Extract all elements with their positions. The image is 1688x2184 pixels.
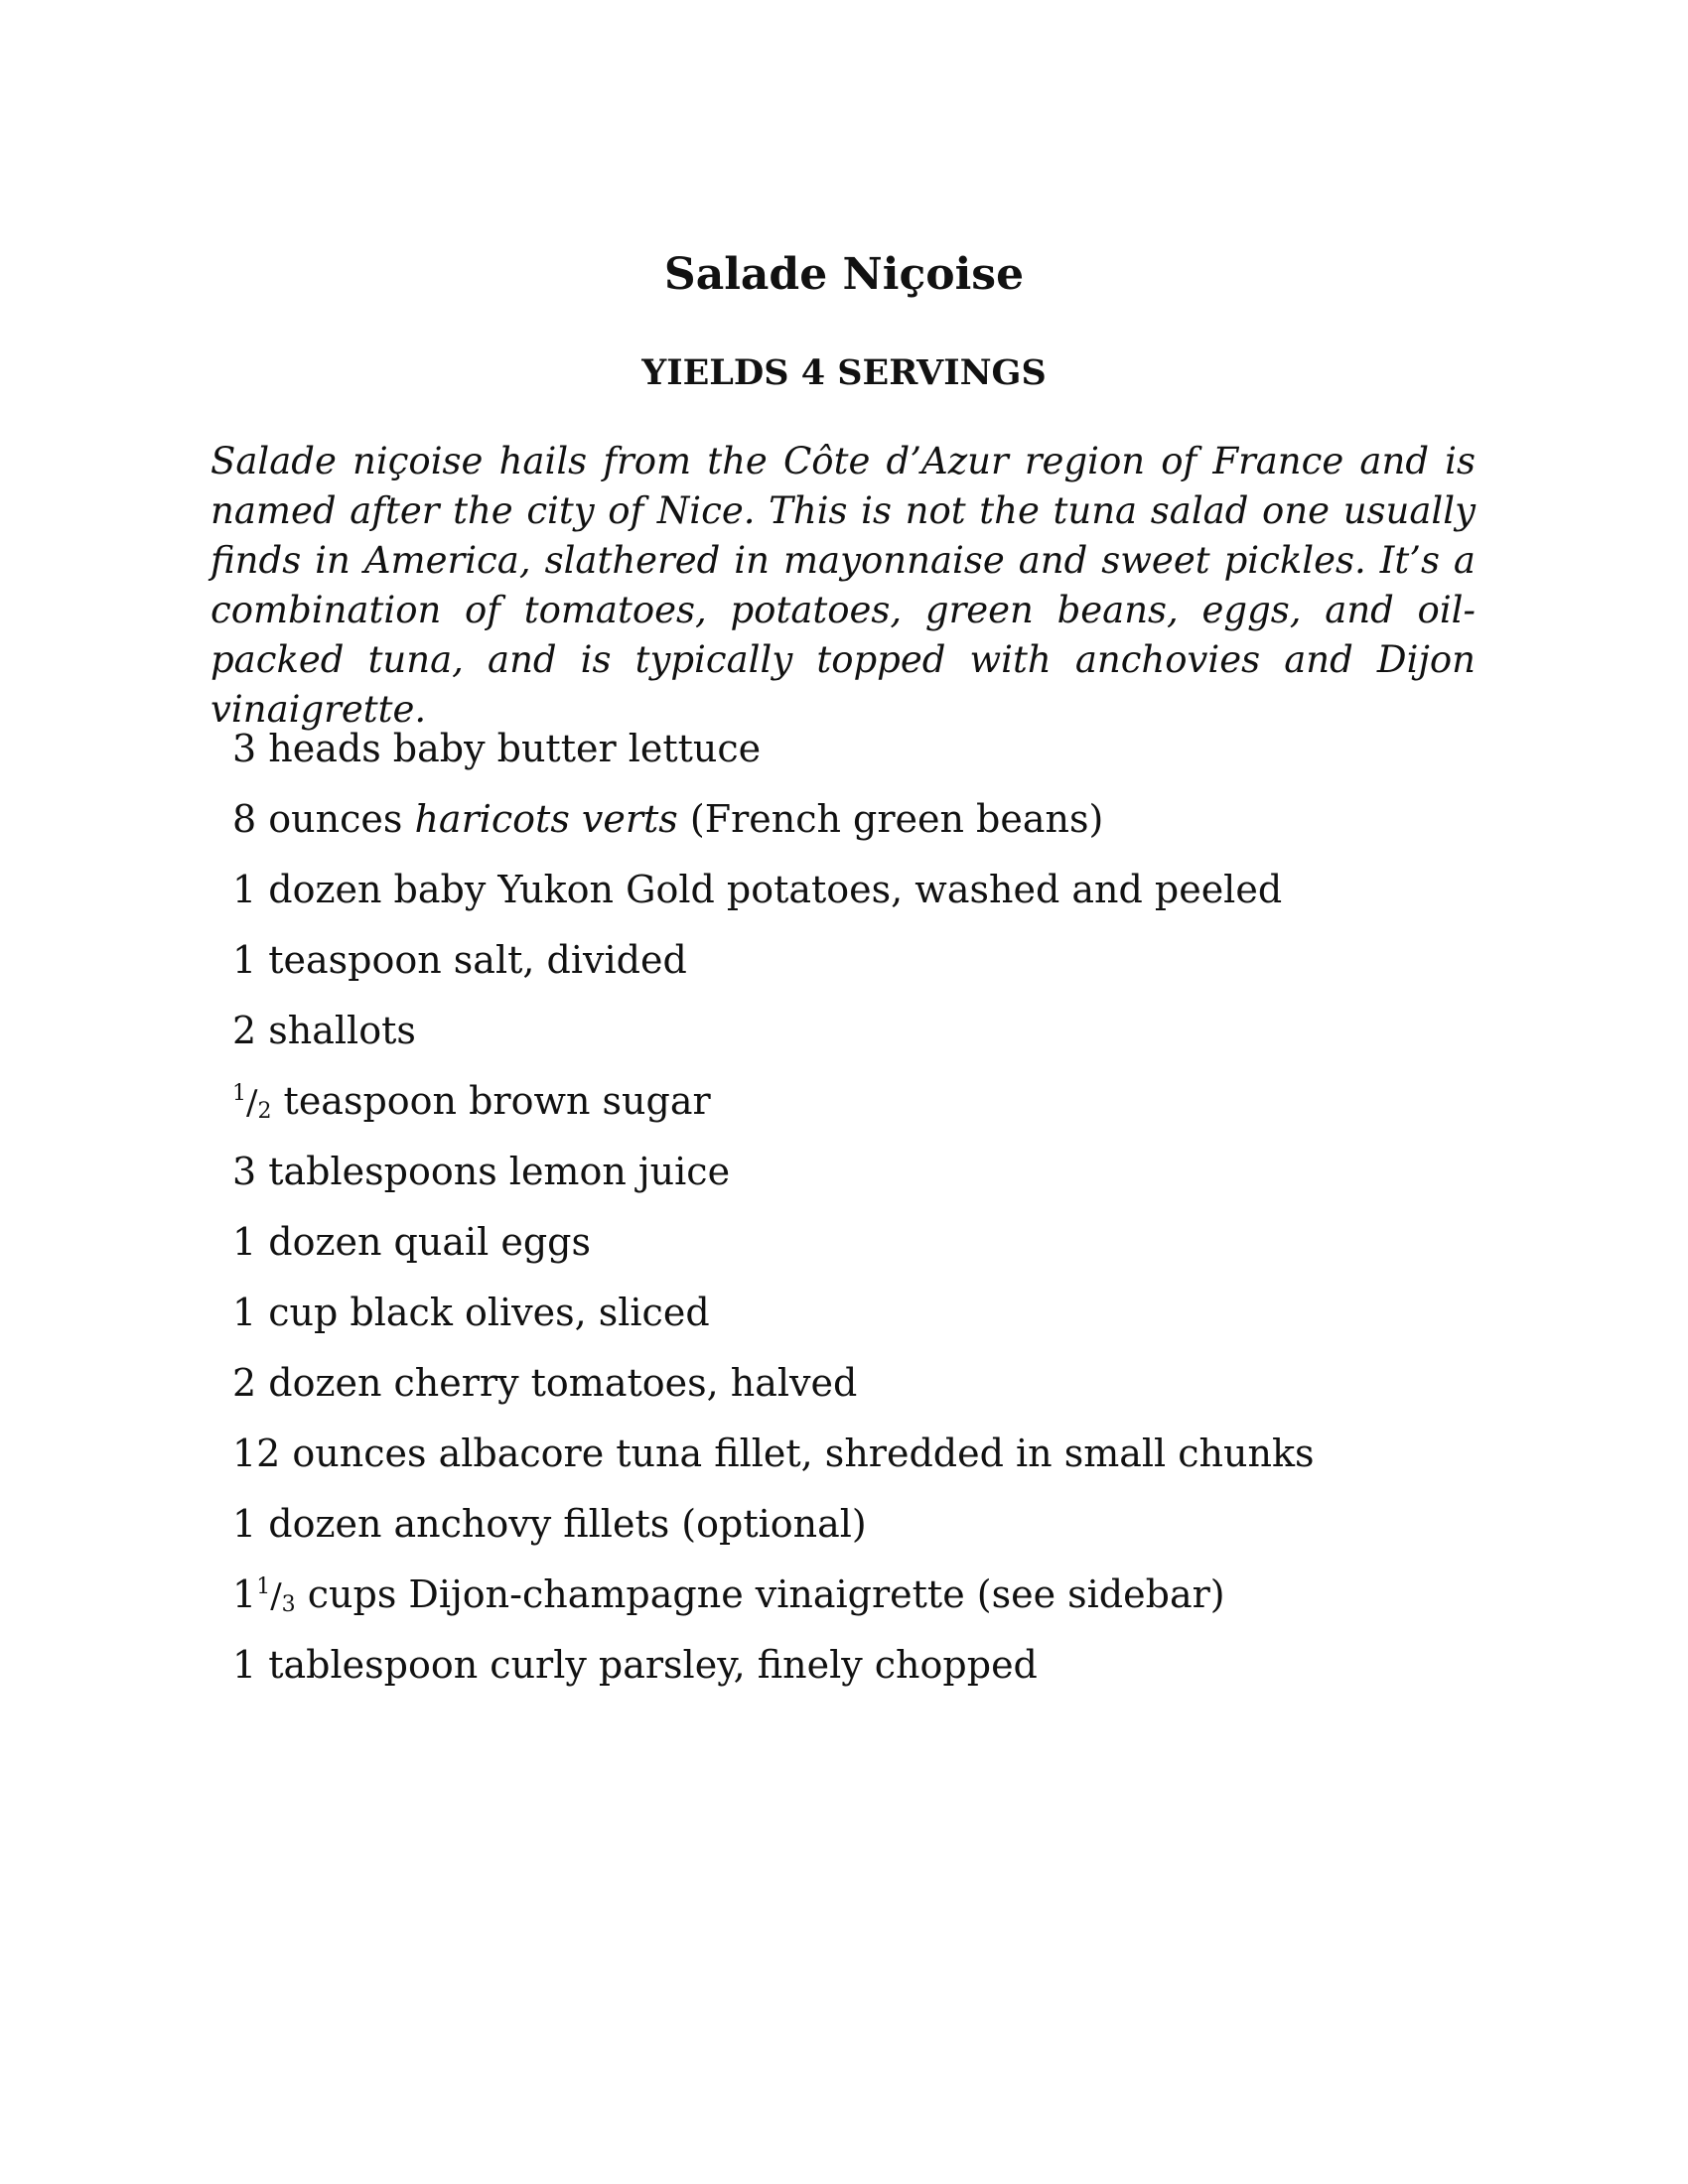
ingredient-item [232, 1570, 1523, 1640]
ingredient-item [232, 1006, 1523, 1076]
ingredient-item [232, 1358, 1523, 1429]
ingredient-text: 1 cup black olives, sliced [232, 1291, 710, 1334]
ingredient-item [232, 1499, 1523, 1570]
ingredient-text: 1 dozen anchovy fillets (optional) [232, 1502, 867, 1546]
ingredient-text: teaspoon brown sugar [271, 1079, 711, 1123]
ingredient-text: 1 teaspoon salt, divided [232, 938, 687, 982]
ingredient-text: 3 tablespoons lemon juice [232, 1150, 731, 1193]
ingredient-emphasis: haricots verts [414, 797, 678, 841]
ingredient-item [232, 1147, 1523, 1217]
fraction: $^1/_2$ [232, 1081, 272, 1124]
fraction-denominator: 2 [257, 1099, 272, 1124]
ingredient-item [232, 794, 1523, 865]
fraction-numerator: 1 [232, 1081, 246, 1106]
ingredient-text: 1 dozen baby Yukon Gold potatoes, washed and peeled [232, 868, 1283, 911]
ingredient-text: 12 ounces albacore tuna fillet, shredded in small chunks [232, 1432, 1315, 1475]
ingredient-item [232, 865, 1523, 935]
ingredient-item [232, 724, 1523, 794]
ingredient-text: 8 ounces [232, 797, 415, 841]
ingredient-item [232, 1429, 1523, 1499]
ingredient-item [232, 1640, 1523, 1710]
ingredient-text: 2 dozen cherry tomatoes, halved [232, 1361, 858, 1405]
ingredient-text: 3 heads baby butter lettuce [232, 727, 762, 770]
ingredient-list [232, 724, 1523, 1710]
ingredient-text: 1 tablespoon curly parsley, finely chopped [232, 1643, 1038, 1687]
recipe-title: Salade Niçoise [663, 249, 1025, 300]
recipe-yield: YIELDS 4 SERVINGS [641, 352, 1047, 393]
ingredient-item [232, 1076, 1523, 1147]
ingredient-text: 1 dozen quail eggs [232, 1220, 591, 1264]
ingredient-item [232, 935, 1523, 1006]
fraction-whole: 1 [232, 1572, 257, 1616]
ingredient-text: (French green beans) [677, 797, 1104, 841]
ingredient-text: cups Dijon-champagne vinaigrette (see sidebar) [295, 1572, 1225, 1616]
fraction-denominator: 3 [281, 1592, 296, 1617]
fraction: $^1/_3$ [256, 1574, 296, 1617]
fraction-numerator: 1 [256, 1574, 271, 1599]
recipe-intro: Salade niçoise hails from the Côte d’Azur region of France and is named after the city of Nice. This is not the tuna salad one usually finds in America, slathered in mayonnaise and sweet pickles. It’s a combination of tomatoes, potatoes, green beans, eggs, and oil-packed tuna, and is typically topped with anchovies and Dijon vinaigrette. [211, 440, 1476, 731]
ingredient-item [232, 1217, 1523, 1288]
ingredient-text: 2 shallots [232, 1009, 416, 1052]
ingredient-item [232, 1288, 1523, 1358]
